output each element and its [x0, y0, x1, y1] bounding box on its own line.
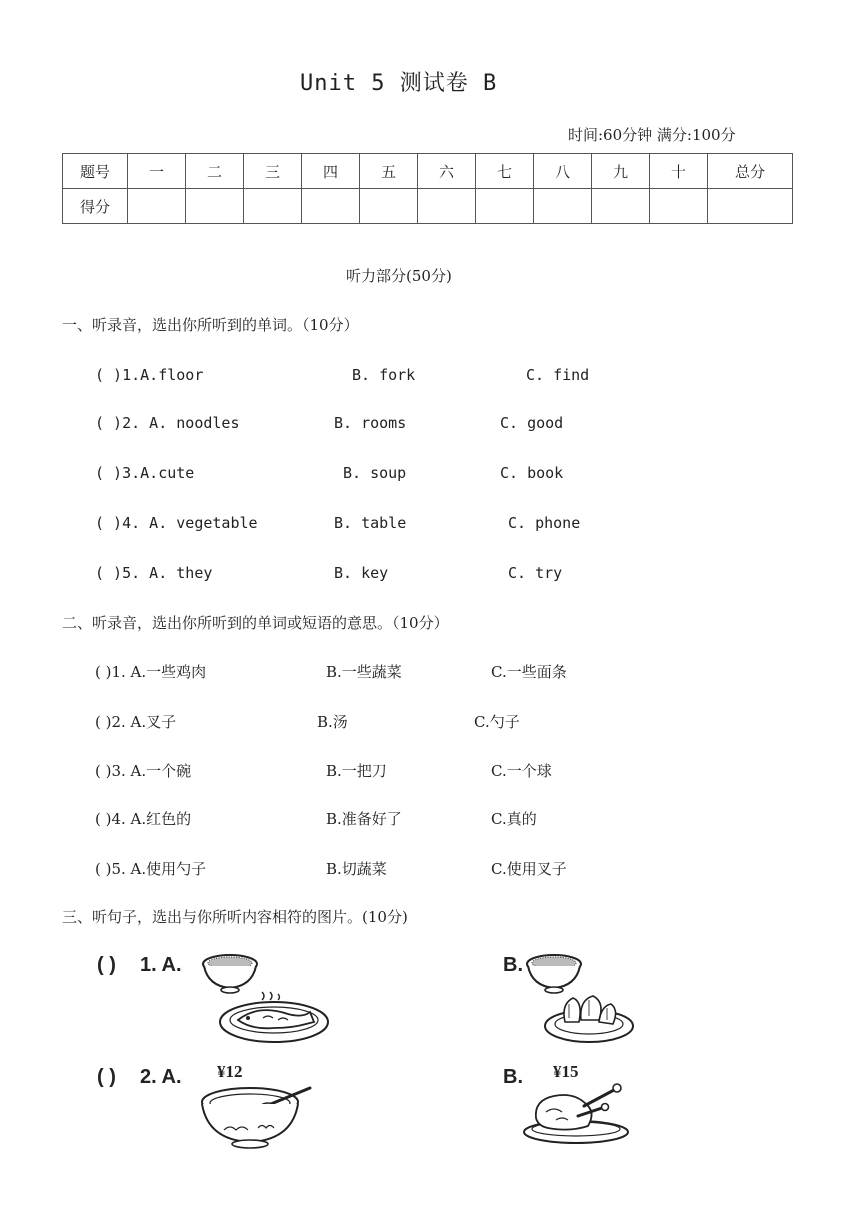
score-header-cell: 题号 — [63, 154, 128, 189]
s1-q2-stem: ( )2. A. noodles — [95, 414, 240, 432]
score-header-cell: 五 — [360, 154, 418, 189]
score-row-label: 得分 — [63, 189, 128, 224]
section-2-heading: 二、听录音，选出你所听到的单词或短语的意思。（10分） — [62, 614, 449, 632]
section-3-heading: 三、听句子，选出与你所听内容相符的图片。(10分) — [62, 908, 408, 926]
score-cell[interactable] — [534, 189, 592, 224]
s1-q1-stem: ( )1.A.floor — [95, 366, 204, 384]
s1-q4-option-b: B. table — [334, 514, 407, 532]
s3-q1-label-b: B. — [503, 954, 523, 976]
s3-q2-price-a: ¥12 — [217, 1062, 243, 1081]
s1-q1-option-c: C. find — [526, 366, 590, 384]
score-header-cell: 总分 — [708, 154, 793, 189]
exam-meta: 时间:60分钟 满分:100分 — [568, 126, 736, 144]
score-header-cell: 三 — [244, 154, 302, 189]
s2-q1-option-b: B.一些蔬菜 — [326, 663, 402, 681]
fish-plate-icon — [218, 990, 338, 1045]
score-cell[interactable] — [418, 189, 476, 224]
score-cell[interactable] — [244, 189, 302, 224]
page-title: Unit 5 测试卷 B — [300, 71, 498, 96]
s2-q2-option-b: B.汤 — [317, 713, 348, 731]
s2-q5-stem: ( )5. A.使用勺子 — [95, 860, 207, 878]
s1-q5-stem: ( )5. A. they — [95, 564, 213, 582]
s2-q4-option-c: C.真的 — [491, 810, 537, 828]
s1-q3-option-b: B. soup — [343, 464, 407, 482]
s2-q3-option-b: B.一把刀 — [326, 762, 387, 780]
s1-q3-option-c: C. book — [500, 464, 564, 482]
score-table-score-row — [63, 189, 793, 224]
s2-q3-option-c: C.一个球 — [491, 762, 552, 780]
s2-q2-option-c: C.勺子 — [474, 713, 520, 731]
s2-q1-option-c: C.一些面条 — [491, 663, 567, 681]
score-header-cell: 九 — [592, 154, 650, 189]
dumpling-plate-icon — [543, 990, 639, 1046]
score-header-cell: 四 — [302, 154, 360, 189]
score-table-header-row — [63, 154, 793, 189]
s1-q5-option-c: C. try — [508, 564, 563, 582]
s1-q3-stem: ( )3.A.cute — [95, 464, 195, 482]
s1-q4-option-c: C. phone — [508, 514, 581, 532]
s3-q1-label-a: 1. A. — [140, 954, 182, 976]
score-cell[interactable] — [708, 189, 793, 224]
section-1-heading: 一、听录音，选出你所听到的单词。（10分） — [62, 316, 359, 334]
s2-q1-stem: ( )1. A.一些鸡肉 — [95, 663, 207, 681]
score-header-cell: 二 — [186, 154, 244, 189]
score-cell[interactable] — [128, 189, 186, 224]
s2-q4-stem: ( )4. A.红色的 — [95, 810, 192, 828]
s1-q5-option-b: B. key — [334, 564, 389, 582]
soup-bowl-icon — [198, 1084, 318, 1152]
s3-q1-paren: ( ) — [97, 954, 116, 976]
score-header-cell: 一 — [128, 154, 186, 189]
s3-q2-paren: ( ) — [97, 1066, 116, 1088]
score-cell[interactable] — [476, 189, 534, 224]
s2-q5-option-c: C.使用叉子 — [491, 860, 567, 878]
roast-chicken-icon — [522, 1082, 638, 1146]
s2-q4-option-b: B.准备好了 — [326, 810, 402, 828]
score-header-cell: 十 — [650, 154, 708, 189]
s1-q2-option-b: B. rooms — [334, 414, 407, 432]
s2-q2-stem: ( )2. A.叉子 — [95, 713, 177, 731]
score-cell[interactable] — [650, 189, 708, 224]
score-cell[interactable] — [302, 189, 360, 224]
score-header-cell: 六 — [418, 154, 476, 189]
score-cell[interactable] — [186, 189, 244, 224]
s1-q1-option-b: B. fork — [352, 366, 416, 384]
score-cell[interactable] — [360, 189, 418, 224]
s3-q2-label-a: 2. A. — [140, 1066, 182, 1088]
score-header-cell: 八 — [534, 154, 592, 189]
s1-q2-option-c: C. good — [500, 414, 564, 432]
s2-q5-option-b: B.切蔬菜 — [326, 860, 387, 878]
s2-q3-stem: ( )3. A.一个碗 — [95, 762, 192, 780]
score-header-cell: 七 — [476, 154, 534, 189]
score-table — [62, 153, 793, 224]
s1-q4-stem: ( )4. A. vegetable — [95, 514, 258, 532]
score-cell[interactable] — [592, 189, 650, 224]
listening-section-title: 听力部分(50分) — [346, 267, 452, 285]
s3-q2-label-b: B. — [503, 1066, 523, 1088]
s3-q2-price-b: ¥15 — [553, 1062, 579, 1081]
